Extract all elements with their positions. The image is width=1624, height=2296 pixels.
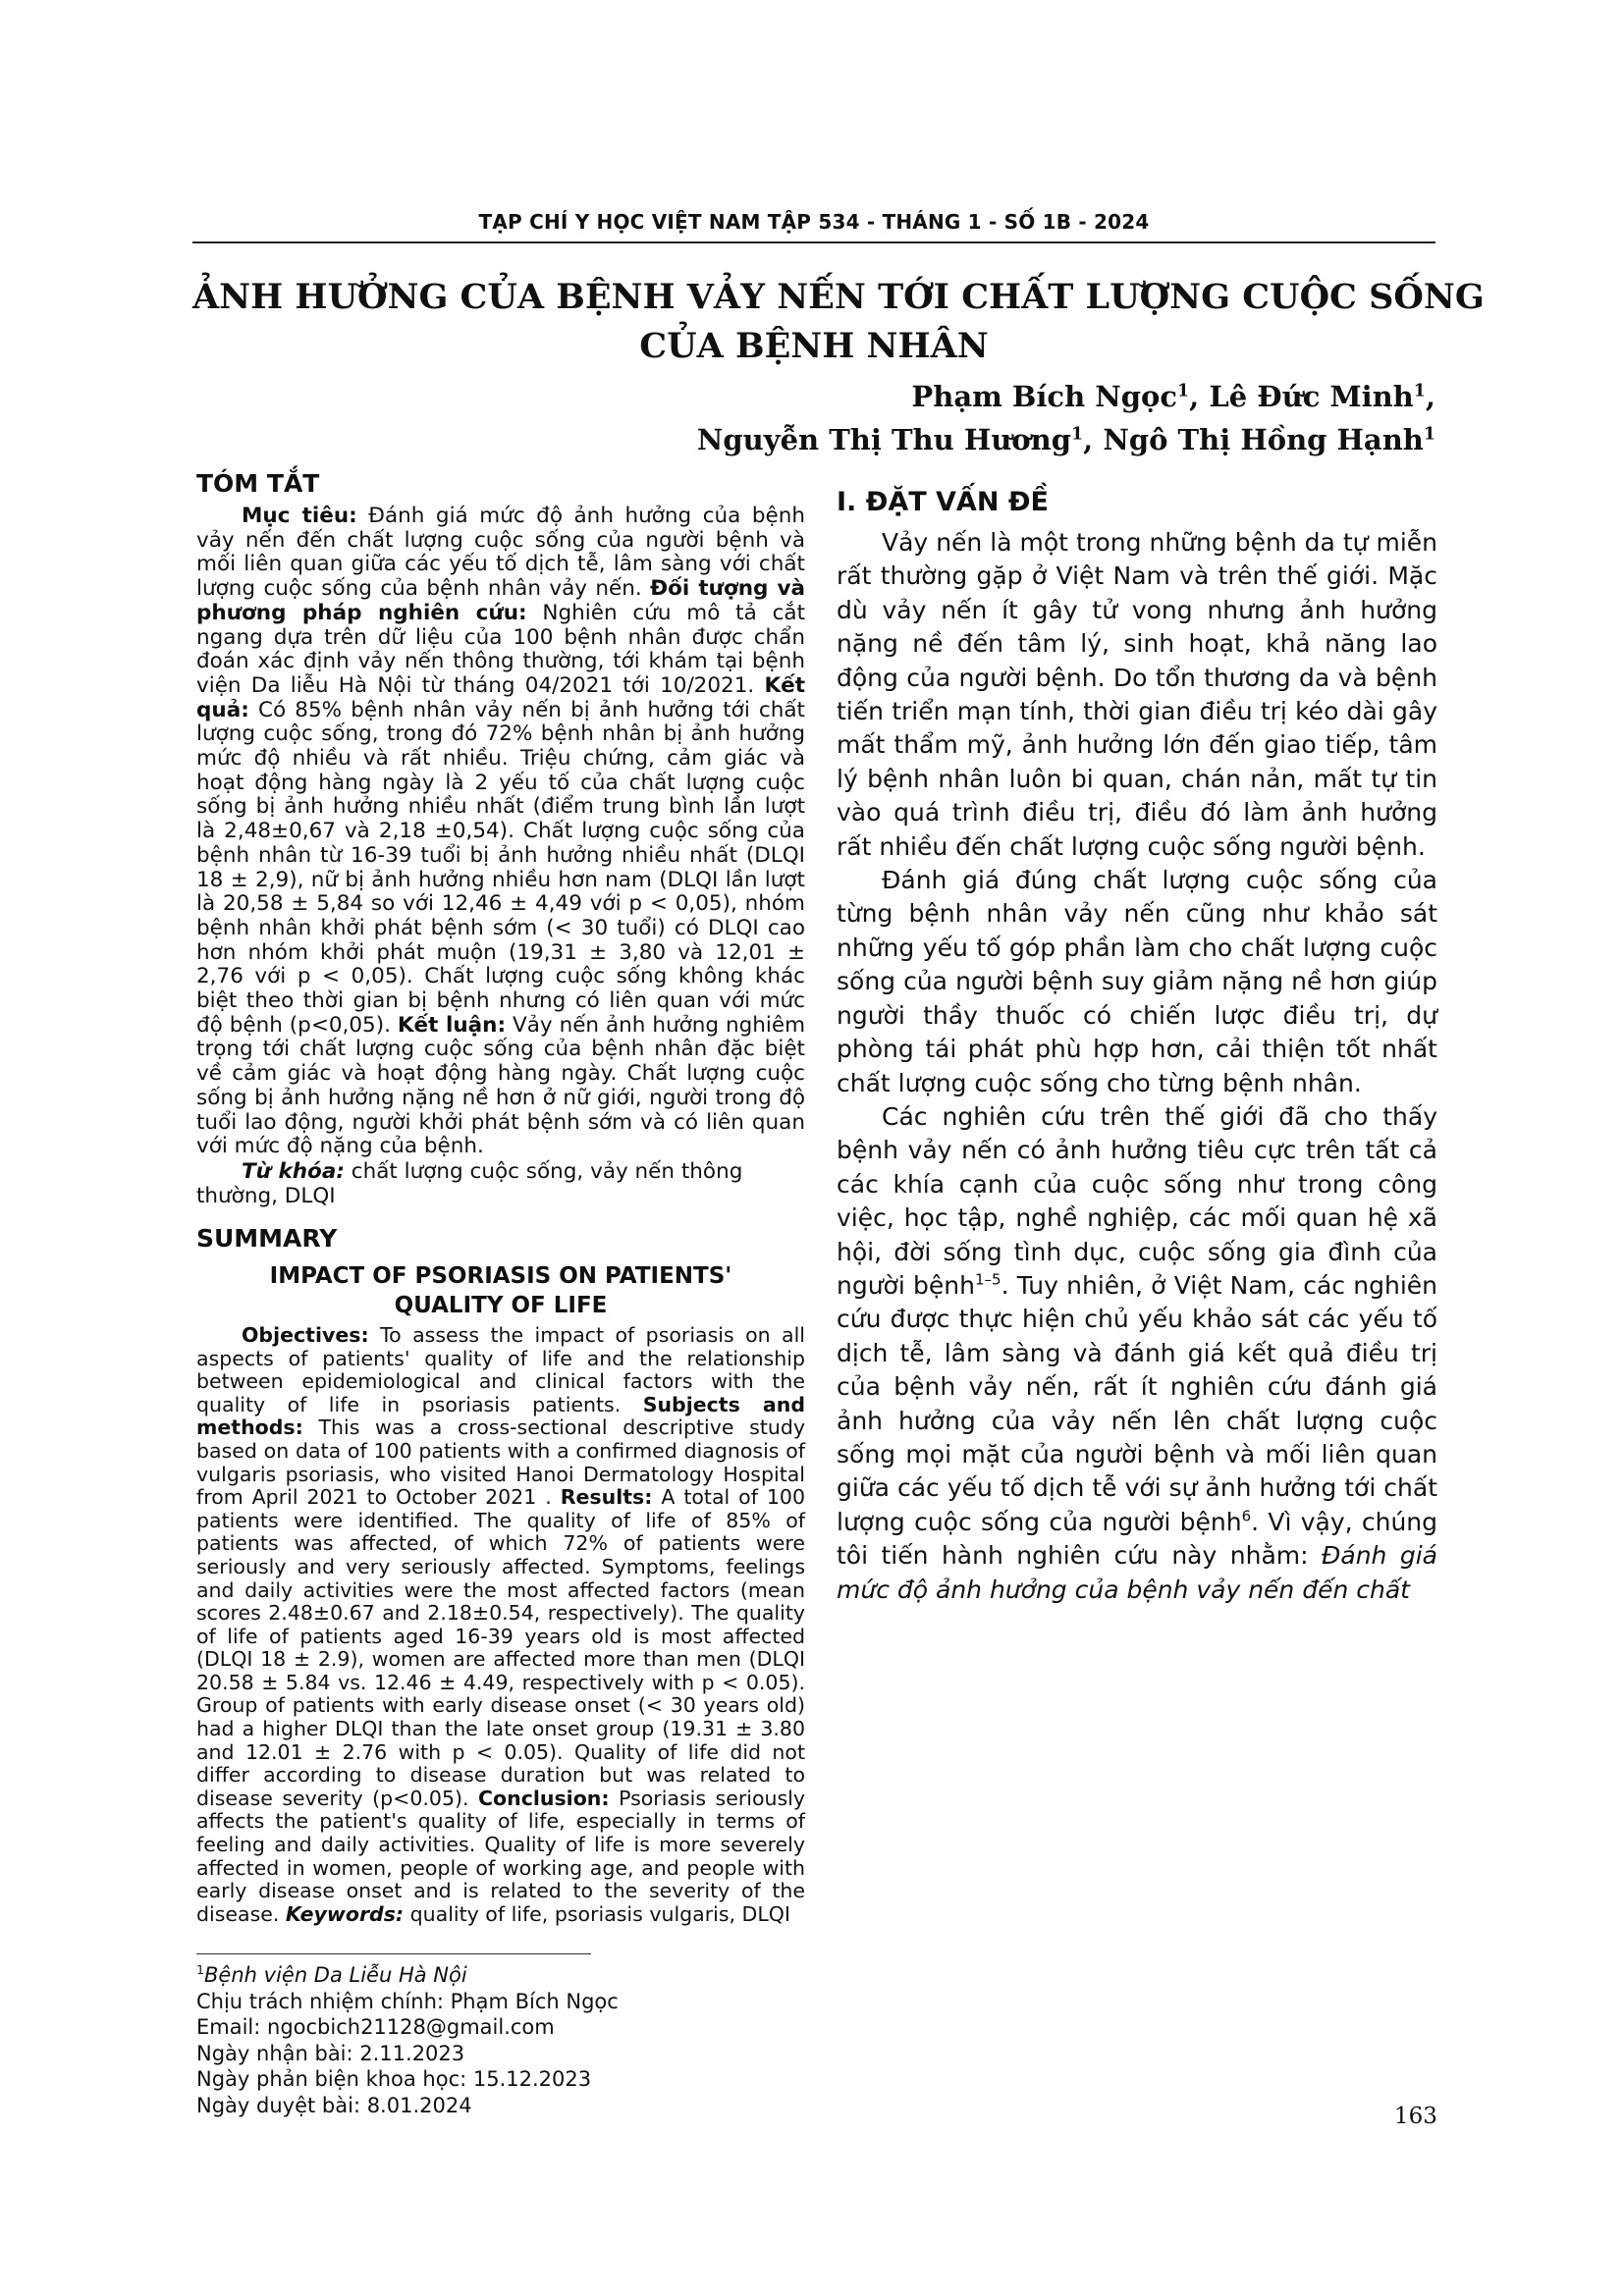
p3-text-a: Các nghiên cứu trên thế giới đã cho thấy bệnh vảy nến có ảnh hưởng tiêu cực trên tất cả các khía cạnh của cuộc sống như trong công việc, học tập, nghề nghiệp, các mối quan hệ xã hội, đời sống tình dục, cuộc sống gia đình của người bệnh — [837, 1101, 1437, 1300]
intro-paragraph-3 — [837, 1100, 1437, 1607]
intro-paragraph-1: Vảy nến là một trong những bệnh da tự miễn rất thường gặp ở Việt Nam và trên thế giới. Mặc dù vảy nến ít gây tử vong nhưng ảnh hưởng nặng nề đến tâm lý, sinh hoạt, khả năng lao động của người bệnh. Do tổn thương da và bệnh tiến triển mạn tính, thời gian điều trị kéo dài gây mất thẩm mỹ, ảnh hưởng lớn đến giao tiếp, tâm lý bệnh nhân luôn bi quan, chán nản, mất tự tin vào quá trình điều trị, điều đó làm ảnh hưởng rất nhiều đến chất lượng cuộc sống người bệnh. — [837, 528, 1437, 861]
conclusion-text: Vảy nến ảnh hưởng nghiêm trọng tới chất lượng cuộc sống của bệnh nhân đặc biệt về cảm giác và hoạt động hàng ngày. Chất lượng cuộc sống bị ảnh hưởng nặng nề hơn ở nữ giới, người trong độ tuổi lao động, người khởi phát bệnh sớm và có liên quan với mức độ nặng của bệnh. — [196, 1012, 806, 1159]
results-label: Kết quả: — [196, 672, 805, 722]
author-name: Phạm Bích Ngọc — [911, 380, 1178, 413]
methods-label: Đối tượng và phương pháp nghiên cứu: — [196, 576, 805, 625]
author-line-1 — [355, 375, 1435, 418]
author-name: Nguyễn Thị Thu Hương — [696, 423, 1072, 456]
header-rule — [192, 241, 1435, 243]
keywords-text: chất lượng cuộc sống, vảy nến thông thường, DLQI — [196, 1158, 743, 1208]
p3-text-c: . Vì vậy, chúng tôi tiến hành nghiên cứu này nhằm: — [837, 1507, 1437, 1571]
summary-heading: SUMMARY — [196, 1223, 338, 1253]
footnote-mark: 1 — [196, 1962, 205, 1978]
citation-ref: 6 — [1241, 1507, 1252, 1525]
objectives-text: To assess the impact of psoriasis on all aspects of patients' quality of life and the relationship between epidemiological and clinical factors with the quality of life in psoriasis patients. — [196, 1322, 805, 1416]
vietnamese-keywords — [196, 1159, 805, 1208]
email: Email: ngocbich21128@gmail.com — [196, 2015, 555, 2040]
intro-paragraph-2: Đánh giá đúng chất lượng cuộc sống của từng bệnh nhân vảy nến cũng như khảo sát những yếu tố góp phần làm cho chất lượng cuộc sống của người bệnh suy giảm nặng nề hơn giúp người thầy thuốc có chiến lược điều trị, dự phòng tái phát phù hợp hơn, cải thiện tốt nhất chất lượng cuộc sống cho từng bệnh nhân. — [837, 866, 1437, 1097]
corresponding-author: Chịu trách nhiệm chính: Phạm Bích Ngọc — [196, 1989, 619, 2013]
article-title — [192, 273, 1485, 371]
keywords-label: Từ khóa: — [242, 1158, 345, 1184]
page-number: 163 — [1394, 2104, 1437, 2129]
accepted-date: Ngày duyệt bài: 8.01.2024 — [196, 2093, 472, 2117]
summary-title-line-1: IMPACT OF PSORIASIS ON PATIENTS' — [269, 1262, 732, 1289]
results-text: Có 85% bệnh nhân vảy nến bị ảnh hưởng tới chất lượng cuộc sống, trong đó 72% bệnh nhân bị ảnh hưởng mức độ nhiều và rất nhiều. Triệu chứng, cảm giác và hoạt động hàng ngày là 2 yếu tố của chất lượng cuộc sống bị ảnh hưởng nhiều nhất (điểm trung bình lần lượt là 2,48±0,67 và 2,18 ±0,54). Chất lượng cuộc sống của bệnh nhân từ 16-39 tuổi bị ảnh hưởng nhiều nhất (DLQI 18 ± 2,9), nữ bị ảnh hưởng nhiều hơn nam (DLQI lần lượt là 20,58 ± 5,84 so với 12,46 ± 4,49 với p < 0,05), nhóm bệnh nhân khởi phát bệnh sớm (< 30 tuổi) có DLQI cao hơn nhóm khởi phát muộn (19,31 ± 3,80 và 12,01 ± 2,76 với p < 0,05). Chất lượng cuộc sống không khác biệt theo thời gian bị bệnh nhưng có liên quan với mức độ bệnh (p<0,05). — [196, 697, 805, 1038]
footnote-rule — [196, 1953, 591, 1954]
english-abstract-part1 — [196, 1324, 805, 1926]
affiliation-mark: 1 — [1423, 424, 1435, 445]
conclusion-label: Kết luận: — [397, 1012, 507, 1038]
methods-text: Nghiên cứu mô tả cắt ngang dựa trên dữ liệu của 100 bệnh nhân được chẩn đoán xác định vảy nến thông thường, tới khám tại bệnh viện Da liễu Hà Nội từ tháng 04/2021 tới 10/2021. — [196, 600, 805, 698]
author-separator: , — [1425, 380, 1435, 413]
objective-label: Mục tiêu: — [242, 504, 357, 528]
author-separator: , — [1189, 380, 1210, 413]
author-line-2 — [355, 418, 1435, 461]
right-column — [837, 467, 1437, 1607]
title-line-2: CỦA BỆNH NHÂN — [639, 326, 989, 366]
review-date: Ngày phản biện khoa học: 15.12.2023 — [196, 2067, 592, 2092]
author-name: Ngô Thị Hồng Hạnh — [1103, 423, 1424, 456]
summary-title-line-2: QUALITY OF LIFE — [394, 1292, 608, 1318]
author-name: Lê Đức Minh — [1209, 380, 1414, 413]
received-date: Ngày nhận bài: 2.11.2023 — [196, 2041, 465, 2065]
tom-tat-heading: TÓM TẮT — [196, 469, 320, 498]
conclusion-label-en: Conclusion: — [477, 1786, 610, 1810]
vietnamese-abstract — [196, 505, 805, 1159]
conclusion-text-en: Psoriasis seriously affects the patient's quality of life, especially in terms of feeling and daily activities. Quality of life is more severely affected in women, people of working age, and people with early disease onset and is related to the severity of the disease. — [196, 1786, 805, 1926]
summary-title — [196, 1261, 805, 1320]
journal-header: TẠP CHÍ Y HỌC VIỆT NAM TẬP 534 - THÁNG 1 - SỐ 1B - 2024 — [478, 210, 1150, 234]
study-aim-italic: Đánh giá mức độ ảnh hưởng của bệnh vảy nến đến chất — [837, 1541, 1437, 1604]
keywords-text-en: quality of life, psoriasis vulgaris, DLQI — [404, 1901, 790, 1926]
affiliation-text: Bệnh viện Da Liễu Hà Nội — [204, 1963, 467, 1988]
subjects-methods-text: This was a cross-sectional descriptive study based on data of 100 patients with a confirmed diagnosis of vulgaris psoriasis, who visited Hanoi Dermatology Hospital from April 2021 to October 2021 . — [196, 1415, 805, 1510]
author-list — [355, 375, 1435, 461]
intro-heading: I. ĐẶT VẤN ĐỀ — [837, 487, 1049, 517]
footnote-affiliation — [196, 1962, 805, 1989]
footnote — [196, 1962, 805, 2118]
author-separator: , — [1083, 423, 1104, 456]
keywords-label-en: Keywords: — [285, 1901, 405, 1926]
affiliation-mark: 1 — [1071, 424, 1084, 445]
subjects-methods-label: Subjects and methods: — [196, 1392, 805, 1440]
results-text-en: A total of 100 patients were identified. The quality of life of 85% of patients was affected, of which 72% of patients were seriously and very seriously affected. Symptoms, feelings and daily activities were the most affected factors (mean scores 2.48±0.67 and 2.18±0.54, respectively). The quality of life of patients aged 16-39 years old is most affected (DLQI 18 ± 2.9), women are affected more than men (DLQI 20.58 ± 5.84 vs. 12.46 ± 4.49, respectively with p < 0.05). Group of patients with early disease onset (< 30 years old) had a higher DLQI than the late onset group (19.31 ± 3.80 and 12.01 ± 2.76 with p < 0.05). Quality of life did not differ according to disease duration but was related to disease severity (p<0.05). — [196, 1485, 806, 1810]
citation-ref: 1–5 — [974, 1270, 1001, 1289]
p3-text-b: . Tuy nhiên, ở Việt Nam, các nghiên cứu được thực hiện chủ yếu khảo sát các yếu tố dịch tễ, lâm sàng và đánh giá kết quả điều trị của bệnh vảy nến, rất ít nghiên cứu đánh giá ảnh hưởng của vảy nến lên chất lượng cuộc sống mọi mặt của người bệnh và mối liên quan giữa các yếu tố dịch tễ với sự ảnh hưởng tới chất lượng cuộc sống của người bệnh — [837, 1270, 1437, 1536]
affiliation-mark: 1 — [1413, 381, 1426, 401]
affiliation-mark: 1 — [1177, 381, 1190, 401]
objective-text: Đánh giá mức độ ảnh hưởng của bệnh vảy nến đến chất lượng cuộc sống của người bệnh và mối liên quan giữa các yếu tố dịch tễ, lâm sàng với chất lượng cuộc sống của bệnh nhân vảy nến. — [196, 504, 805, 602]
results-label-en: Results: — [560, 1485, 653, 1510]
left-column — [196, 467, 805, 2118]
title-line-1: ẢNH HƯỞNG CỦA BỆNH VẢY NẾN TỚI CHẤT LƯỢNG CUỘC SỐNG — [192, 277, 1485, 317]
objectives-label: Objectives: — [242, 1322, 369, 1347]
